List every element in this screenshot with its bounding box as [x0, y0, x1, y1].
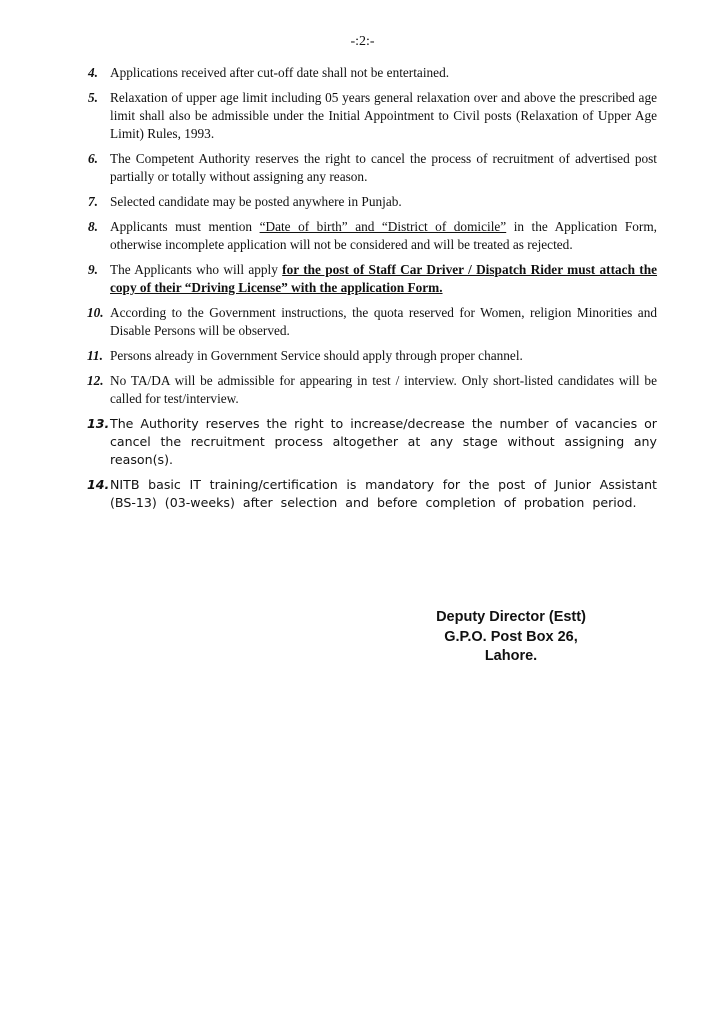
signatory-title: Deputy Director (Estt): [436, 609, 586, 625]
terms-list: [88, 64, 657, 519]
list-item: [88, 64, 657, 82]
item-number: 10.: [87, 305, 104, 320]
list-item: [88, 193, 657, 211]
list-item: [88, 372, 657, 408]
item-text: No TA/DA will be admissible for appearing in test / interview. Only short-listed candidates will be called for test/interview.: [110, 373, 657, 406]
page-number: -:2:-: [350, 34, 375, 49]
item-number: 11.: [87, 348, 103, 363]
item-number: 7.: [88, 194, 98, 209]
item-number: 6.: [88, 151, 98, 166]
signatory-city: Lahore.: [484, 648, 538, 664]
list-item: [88, 261, 657, 297]
item-number: 5.: [88, 90, 98, 105]
list-item: [88, 89, 657, 143]
item-text: According to the Government instructions, the quota reserved for Women, religion Minorities and Disable Persons will be observed.: [110, 305, 657, 338]
list-item: [88, 347, 657, 365]
item-number: 12.: [87, 373, 104, 388]
item-text: NITB basic IT training/certification is mandatory for the post of Junior Assistant (BS-13) (03-weeks) after selection and before completion of probation period.: [110, 477, 657, 510]
signatory-address: G.P.O. Post Box 26,: [444, 628, 578, 645]
item-text: The Competent Authority reserves the right to cancel the process of recruitment of advertised post partially or totally without assigning any reason.: [110, 151, 657, 184]
item-number: 4.: [88, 65, 98, 80]
item-text: The Applicants who will apply for the post of Staff Car Driver / Dispatch Rider must attach the copy of their “Driving License” with the application Form.: [110, 262, 658, 295]
underlined-text: “Date of birth” and “District of domicile”: [259, 219, 507, 234]
list-item: [88, 476, 657, 512]
item-number: 14.: [87, 477, 110, 492]
item-number: 8.: [88, 219, 98, 234]
signature-block: [400, 608, 622, 667]
list-item: [88, 304, 657, 340]
list-item: [88, 218, 657, 254]
item-text: Selected candidate may be posted anywhere in Punjab.: [110, 194, 402, 209]
list-item: [88, 150, 657, 186]
item-number: 9.: [88, 262, 98, 277]
item-text: Applicants must mention “Date of birth” and “District of domicile” in the Application Form, otherwise incomplete application will not be considered and will be treated as rejected.: [110, 219, 657, 252]
bold-underlined-text: for the post of Staff Car Driver / Dispatch Rider must attach the copy of their “Driving License” with the application Form.: [110, 262, 658, 295]
item-text: Relaxation of upper age limit including 05 years general relaxation over and above the prescribed age limit shall also be admissible under the Initial Appointment to Civil posts (Relaxation of Upper Age Limit) Rules, 1993.: [110, 90, 657, 141]
item-text: The Authority reserves the right to increase/decrease the number of vacancies or cancel the recruitment process altogether at any stage without assigning any reason(s).: [110, 416, 657, 467]
list-item: [88, 415, 657, 469]
item-number: 13.: [87, 416, 110, 431]
item-text: Persons already in Government Service should apply through proper channel.: [110, 348, 523, 363]
item-text: Applications received after cut-off date shall not be entertained.: [110, 65, 450, 80]
